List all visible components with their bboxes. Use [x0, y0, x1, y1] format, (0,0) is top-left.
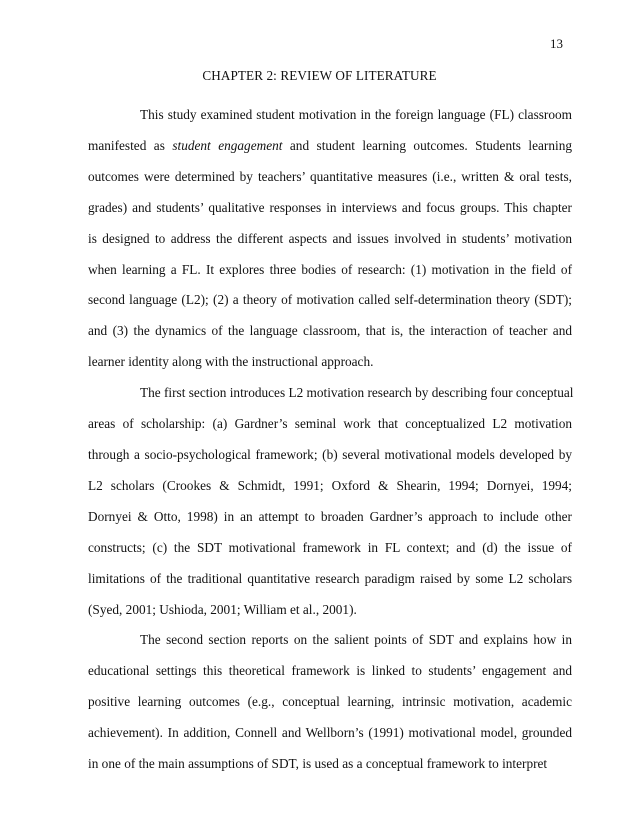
text-line: [88, 378, 572, 409]
text-segment: The second section reports on the salient points of SDT and explains how in: [140, 632, 572, 648]
text-segment: (Syed, 2001; Ushioda, 2001; William et al., 2001).: [88, 601, 357, 617]
page-number: 13: [550, 36, 563, 51]
text-line: [88, 193, 572, 224]
paragraph: [88, 625, 572, 780]
text-line: [88, 533, 572, 564]
text-line: [88, 100, 572, 131]
text-line: [88, 162, 572, 193]
text-line: [88, 316, 572, 347]
body-text: [88, 100, 572, 780]
text-line: [88, 718, 572, 749]
text-segment: second language (L2); (2) a theory of motivation called self-determination theory (SDT);: [88, 292, 572, 308]
text-segment: educational settings this theoretical framework is linked to students’ engagement and: [88, 663, 572, 679]
text-line: [88, 502, 572, 533]
paragraph: [88, 378, 572, 625]
text-segment: achievement). In addition, Connell and Wellborn’s (1991) motivational model, grounded: [88, 725, 572, 741]
text-line: [88, 564, 572, 595]
text-segment: learner identity along with the instructional approach.: [88, 354, 374, 370]
text-line: [88, 224, 572, 255]
text-line: [88, 440, 572, 471]
text-segment: constructs; (c) the SDT motivational framework in FL context; and (d) the issue of: [88, 539, 572, 555]
text-segment: This study examined student motivation in the foreign language (FL) classroom: [140, 107, 572, 122]
italic-term: student engagement: [172, 137, 283, 153]
text-line: [88, 255, 572, 286]
chapter-title: CHAPTER 2: REVIEW OF LITERATURE: [202, 68, 437, 83]
text-segment: limitations of the traditional quantitative research paradigm raised by some L2 scholars: [88, 570, 572, 586]
text-line: [88, 347, 572, 378]
text-line: [88, 625, 572, 656]
text-line: [88, 656, 572, 687]
text-segment: in one of the main assumptions of SDT, is used as a conceptual framework to interpret: [88, 756, 548, 772]
text-line: [88, 409, 572, 440]
text-segment: grades) and students’ qualitative responses in interviews and focus groups. This chapter: [88, 199, 572, 215]
text-segment: positive learning outcomes (e.g., conceptual learning, intrinsic motivation, academic: [88, 694, 572, 710]
text-segment: L2 scholars (Crookes & Schmidt, 1991; Oxford & Shearin, 1994; Dornyei, 1994;: [88, 477, 572, 493]
text-segment: areas of scholarship: (a) Gardner’s seminal work that conceptualized L2 motivation: [88, 416, 572, 432]
text-segment: when learning a FL. It explores three bodies of research: (1) motivation in the field of: [88, 261, 572, 277]
text-line: [88, 131, 572, 162]
text-line: [88, 285, 572, 316]
text-line: [88, 471, 572, 502]
text-segment: Dornyei & Otto, 1998) in an attempt to broaden Gardner’s approach to include other: [88, 508, 572, 524]
text-segment: The first section introduces L2 motivation research by describing four conceptual: [140, 385, 574, 401]
text-line: [88, 687, 572, 718]
text-segment: and student learning outcomes. Students learning: [282, 137, 572, 153]
text-segment: through a socio-psychological framework; (b) several motivational models developed by: [88, 446, 572, 462]
text-segment: outcomes were determined by teachers’ quantitative measures (i.e., written & oral tests,: [88, 168, 572, 184]
text-segment: and (3) the dynamics of the language classroom, that is, the interaction of teacher and: [88, 323, 572, 339]
text-line: [88, 595, 572, 626]
text-segment: is designed to address the different aspects and issues involved in students’ motivation: [88, 230, 572, 246]
text-line: [88, 749, 572, 780]
paragraph: [88, 100, 572, 378]
text-segment: manifested as: [88, 137, 173, 153]
